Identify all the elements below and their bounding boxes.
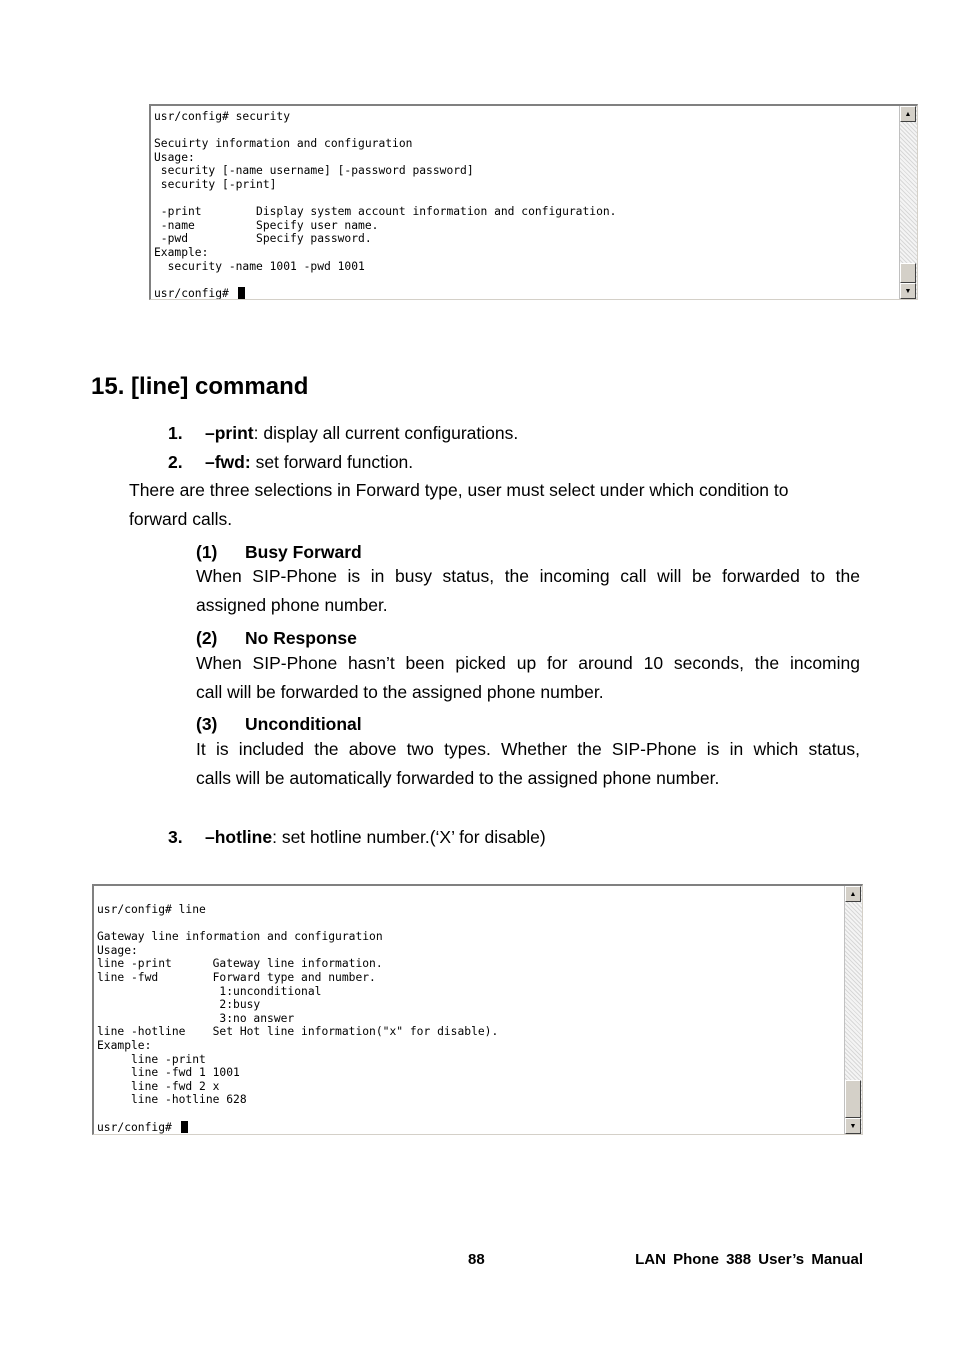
subitem-description: assigned phone number. xyxy=(196,595,388,615)
subitem-description: call will be forwarded to the assigned phone number. xyxy=(196,682,604,702)
scrollbar-thumb[interactable] xyxy=(845,1080,861,1118)
terminal-output xyxy=(154,110,895,299)
subitem-number: (1) xyxy=(196,542,218,562)
list-item-number: 3. xyxy=(168,827,183,847)
list-item-number: 2. xyxy=(168,452,183,472)
terminal-prompt: usr/config# xyxy=(97,1120,179,1134)
subitem-title: Unconditional xyxy=(245,714,362,734)
subitem-description: When SIP-Phone is in busy status, the incoming call will be forwarded to the xyxy=(196,566,860,586)
vertical-scrollbar[interactable] xyxy=(844,886,862,1134)
scroll-up-arrow-icon[interactable]: ▲ xyxy=(845,886,861,902)
subitem-description: When SIP-Phone hasn’t been picked up for around 10 seconds, the incoming xyxy=(196,653,860,673)
section-heading: 15. [line] command xyxy=(91,373,309,400)
text-cursor xyxy=(181,1121,188,1133)
scroll-up-arrow-icon[interactable]: ▲ xyxy=(900,106,916,122)
command-option: –print xyxy=(205,423,254,443)
scroll-down-arrow-icon[interactable]: ▼ xyxy=(900,283,916,299)
terminal-output xyxy=(97,903,840,1134)
page-number: 88 xyxy=(468,1251,485,1268)
intro-text-line: forward calls. xyxy=(129,509,233,529)
text-cursor xyxy=(238,287,245,299)
scroll-down-arrow-icon[interactable]: ▼ xyxy=(845,1118,861,1134)
list-item-text xyxy=(205,451,413,473)
command-option: –fwd: xyxy=(205,452,251,472)
list-item-number: 1. xyxy=(168,423,183,443)
command-option: –hotline xyxy=(205,827,273,847)
list-item-text xyxy=(205,826,546,848)
security-terminal-window xyxy=(149,104,918,300)
subitem-number: (2) xyxy=(196,628,218,648)
intro-text-line: There are three selections in Forward type, user must select under which condition to xyxy=(129,480,789,500)
subitem-description: It is included the above two types. Whether the SIP-Phone is in which status, xyxy=(196,739,860,759)
subitem-number: (3) xyxy=(196,714,218,734)
line-terminal-window xyxy=(92,884,863,1135)
subitem-title: No Response xyxy=(245,628,357,648)
terminal-output-text: usr/config# security Secuirty information and configuration Usage: security [-name username] [-password password] security [-print] -print Display system account information and configuration. -name Specify user name. -pwd Specify password. Example: security -name 1001 -pwd 1001 xyxy=(154,110,617,273)
terminal-output-text: usr/config# line Gateway line information and configuration Usage: line -print Gateway line information. line -fwd Forward type and number. 1:unconditional 2:busy 3:no answer line -hotline Set Hot line information("x" for disable). Example: line -print line -fwd 1 1001 line -fwd 2 x line -hotline 628 xyxy=(97,903,499,1107)
manual-title: LAN Phone 388 User’s Manual xyxy=(635,1251,863,1268)
subitem-title: Busy Forward xyxy=(245,542,362,562)
command-description: set forward function. xyxy=(250,452,414,472)
list-item-text xyxy=(205,422,518,444)
subitem-description: calls will be automatically forwarded to the assigned phone number. xyxy=(196,768,720,788)
command-description: : set hotline number.(‘X’ for disable) xyxy=(272,827,546,847)
terminal-prompt: usr/config# xyxy=(154,286,236,299)
command-description: : display all current configurations. xyxy=(253,423,519,443)
scrollbar-thumb[interactable] xyxy=(900,263,916,283)
vertical-scrollbar[interactable] xyxy=(899,106,917,299)
